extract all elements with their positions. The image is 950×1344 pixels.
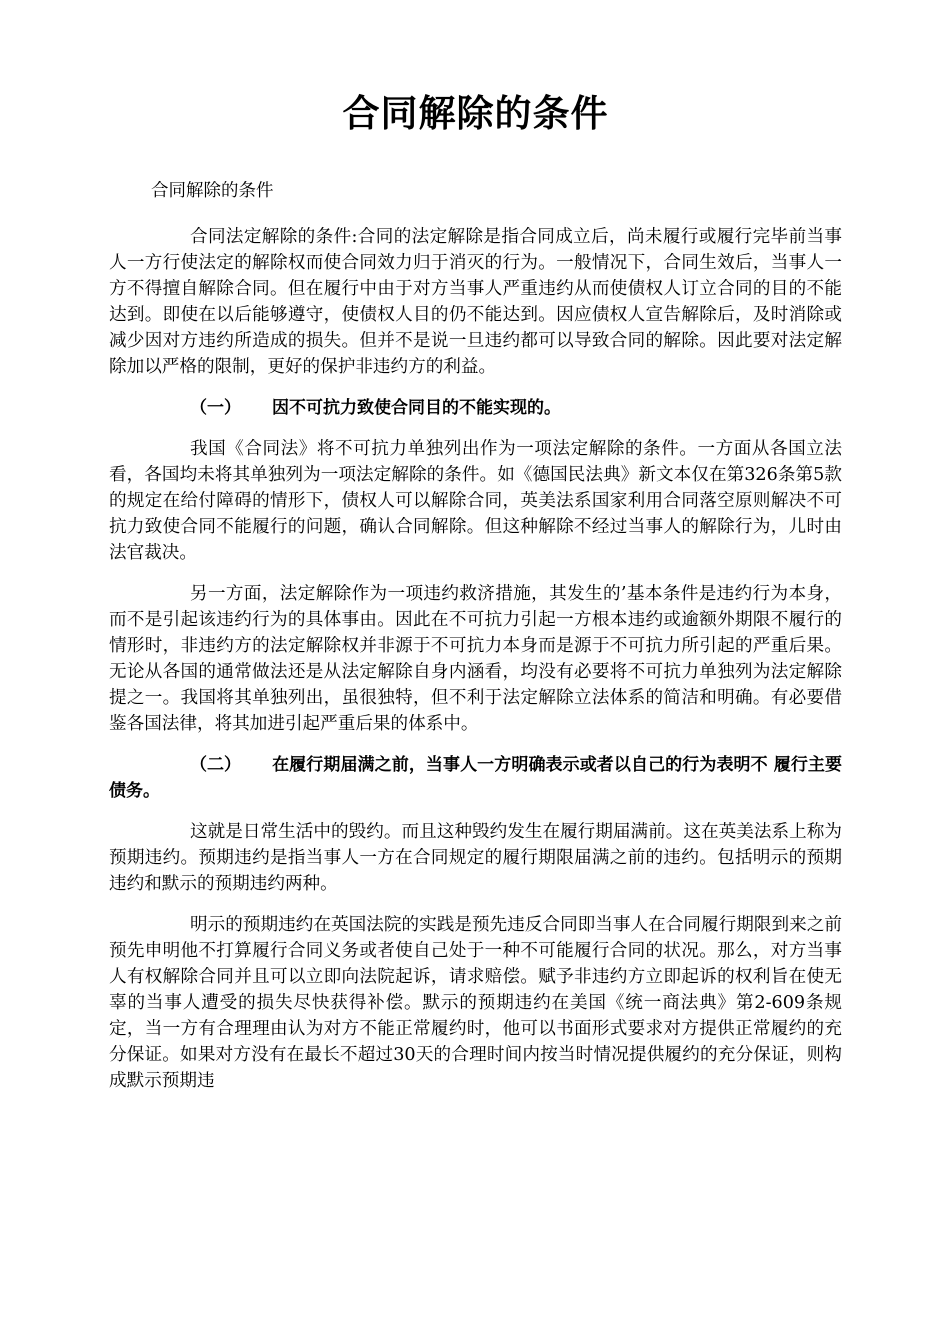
section-heading-1-number: （一） <box>190 398 241 418</box>
section-heading-2-text: 在履行期届满之前，当事人一方明确表示或者以自己的行为表明不 履行主要债务。 <box>109 755 842 801</box>
paragraph-force-majeure-1: 我国《合同法》将不可抗力单独列出作为一项法定解除的条件。一方面从各国立法看，各国均未将其单独列为一项法定解除的条件。如《德国民法典》新文本仅在第326条第5款的规定在给付障碍的情形下，债权人可以解除合同，英美法系国家利用合同落空原则解决不可抗力致使合同不能履行的问题，确认合同解除。但这种解除不经过当事人的解除行为，儿时由法官裁决。 <box>109 439 842 563</box>
section-heading-2 <box>109 752 842 804</box>
paragraph-anticipatory-breach-2: 明示的预期违约在英国法院的实践是预先违反合同即当事人在合同履行期限到来之前预先申明他不打算履行合同义务或者使自己处于一种不可能履行合同的状况。那么，对方当事人有权解除合同并且可以立即向法院起诉，请求赔偿。赋予非违约方立即起诉的权利旨在使无辜的当事人遭受的损失尽快获得补偿。默示的预期违约在美国《统一商法典》第2-609条规定，当一方有合理理由认为对方不能正常履约时，他可以书面形式要求对方提供正常履约的充分保证。如果对方没有在最长不超过30天的合理时间内按当时情况提供履约的充分保证，则构成默示预期违 <box>109 915 842 1091</box>
section-heading-1 <box>109 395 842 421</box>
paragraph-force-majeure-2: 另一方面，法定解除作为一项违约救济措施，其发生的’基本条件是违约行为本身，而不是引起该违约行为的具体事由。因此在不可抗力引起一方根本违约或逾额外期限不履行的情形时，非违约方的法定解除权并非源于不可抗力本身而是源于不可抗力所引起的严重后果。无论从各国的通常做法还是从法定解除自身内涵看，均没有必要将不可抗力单独列为法定解除提之一。我国将其单独列出，虽很独特，但不利于法定解除立法体系的简洁和明确。有必要借鉴各国法律，将其加进引起严重后果的体系中。 <box>109 584 842 734</box>
paragraph-intro: 合同法定解除的条件:合同的法定解除是指合同成立后，尚未履行或履行完毕前当事人一方行使法定的解除权而使合同效力归于消灭的行为。一般情况下，合同生效后，当事人一方不得擅自解除合同。但在履行中由于对方当事人严重违约从而使债权人订立合同的目的不能达到。即使在以后能够遵守，使债权人目的仍不能达到。因应债权人宣告解除后，及时消除或减少因对方违约所造成的损失。但并不是说一旦违约都可以导致合同的解除。因此要对法定解除加以严格的限制，更好的保护非违约方的利益。 <box>109 227 842 377</box>
section-heading-1-text: 因不可抗力致使合同目的不能实现的。 <box>272 398 561 418</box>
paragraph-anticipatory-breach-1: 这就是日常生活中的毁约。而且这种毁约发生在履行期届满前。这在英美法系上称为预期违约。预期违约是指当事人一方在合同规定的履行期限届满之前的违约。包括明示的预期违约和默示的预期违约两种。 <box>109 822 842 894</box>
document-subtitle: 合同解除的条件 <box>151 181 274 201</box>
section-heading-2-number: （二） <box>190 755 241 775</box>
document-page <box>109 85 842 1094</box>
document-title: 合同解除的条件 <box>342 92 609 135</box>
